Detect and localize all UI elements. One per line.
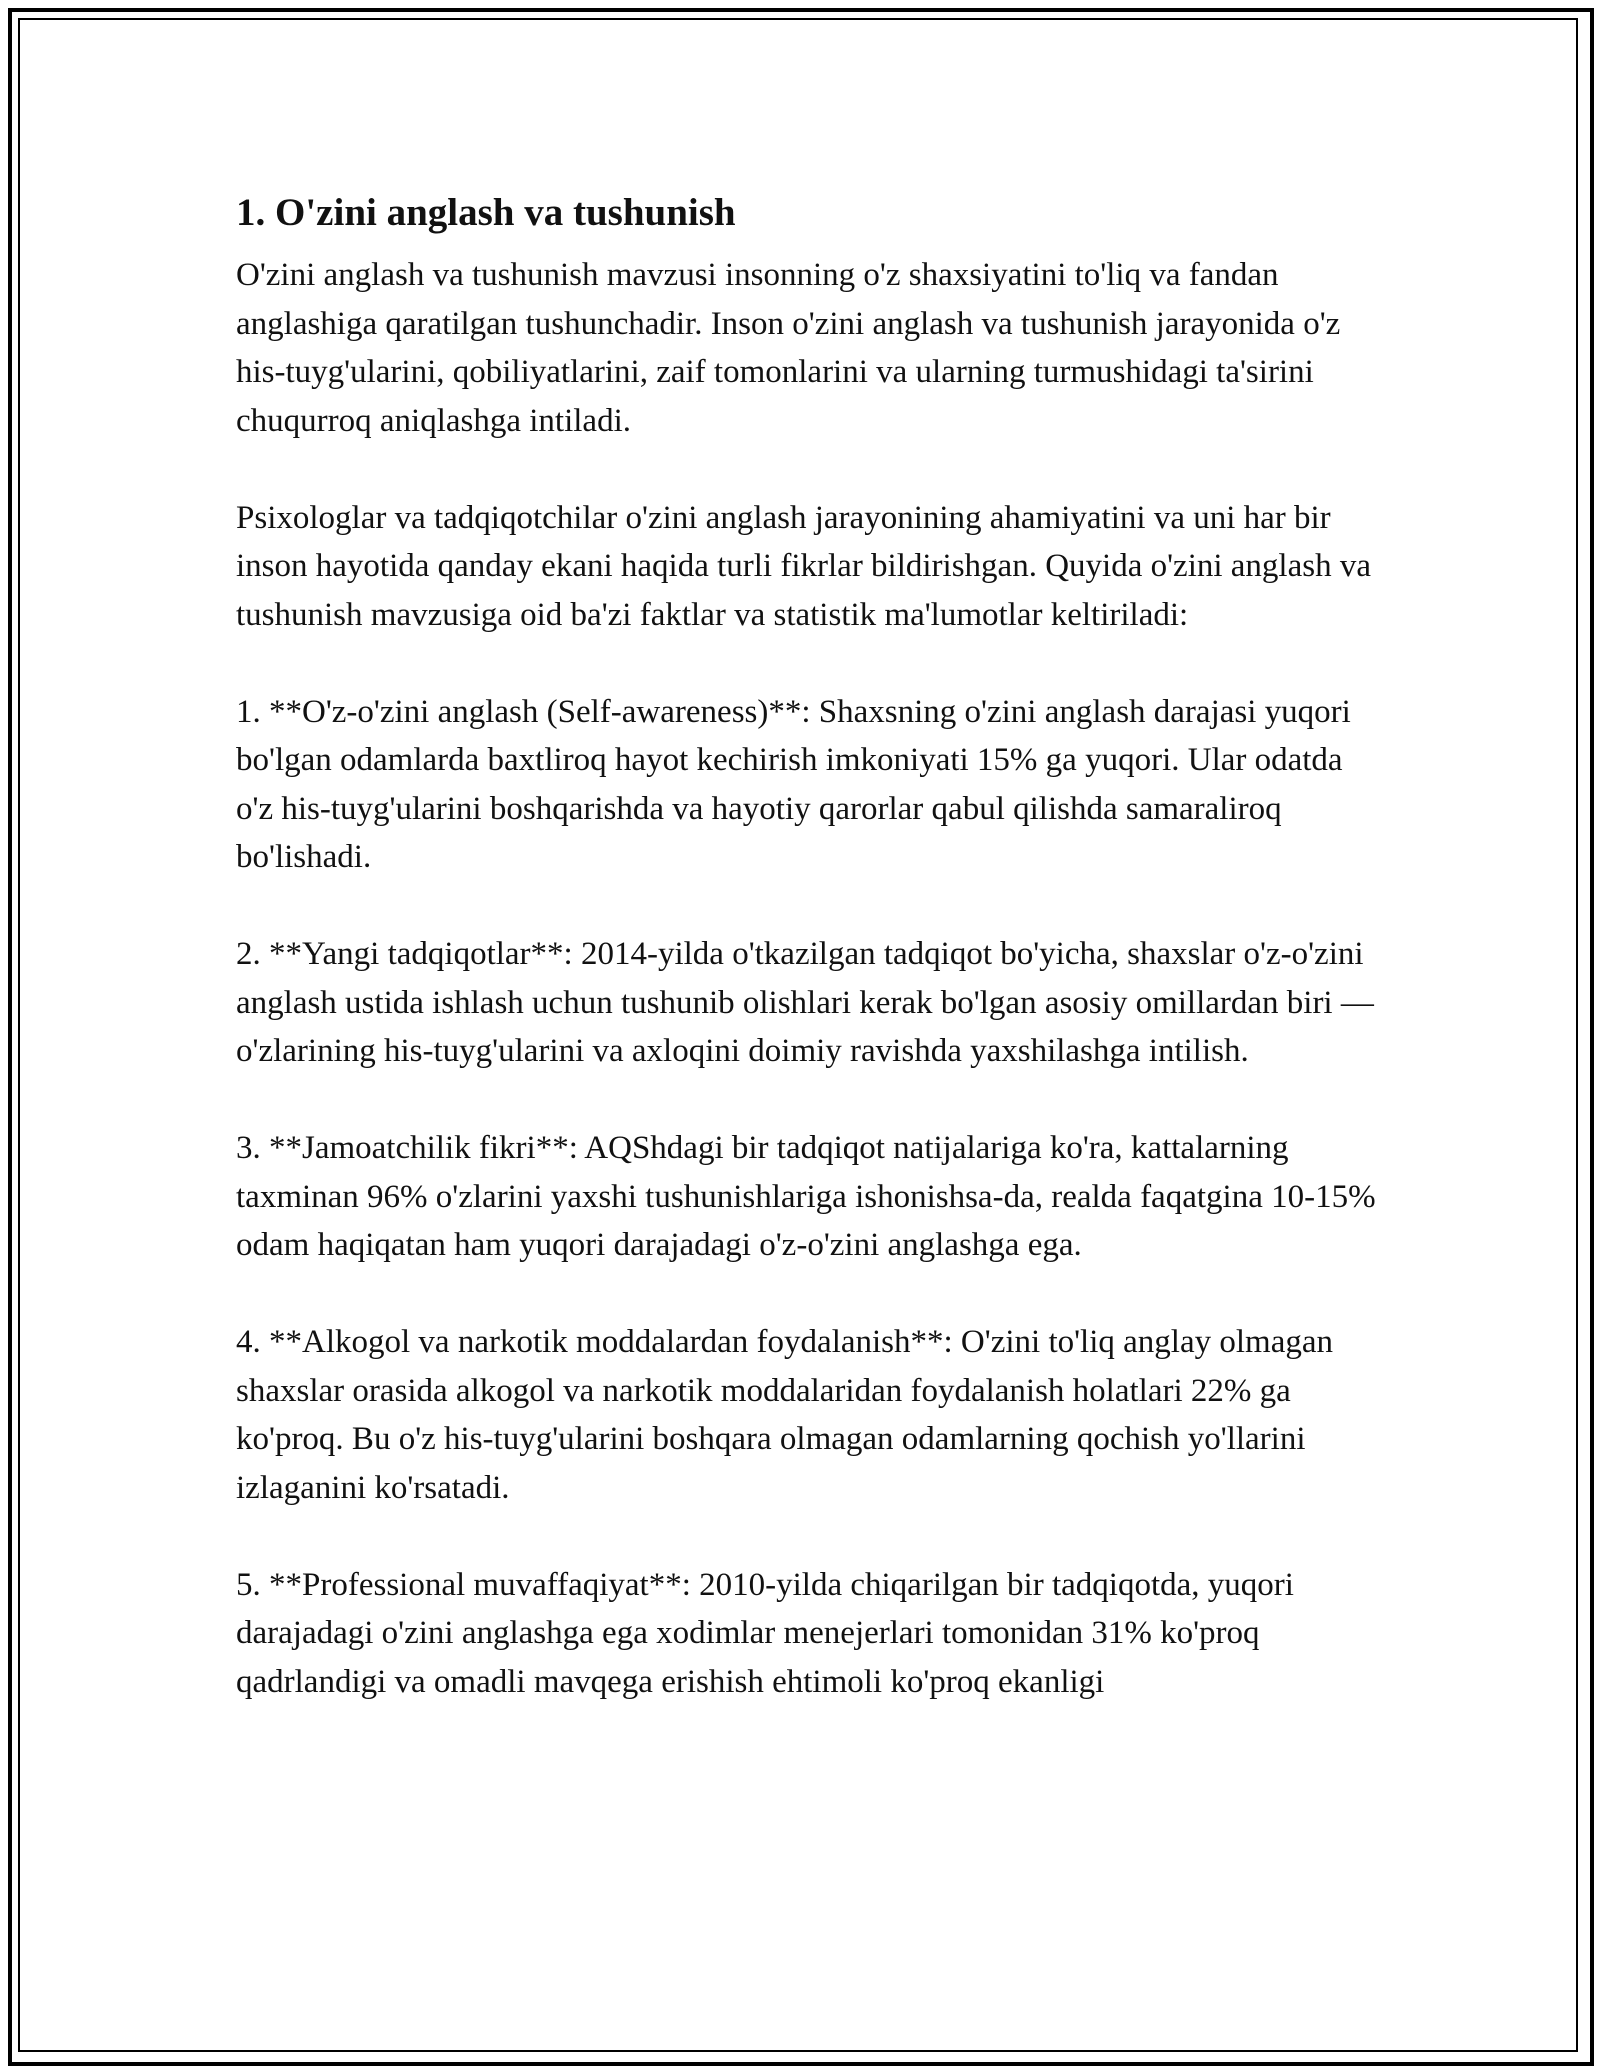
document-body xyxy=(236,185,1376,1755)
intro-paragraph: O'zini anglash va tushunish mavzusi insonning o'z shaxsiyatini to'liq va fandan anglashiga qaratilgan tushunchadir. Inson o'zini anglash va tushunish jarayonida o'z his-tuyg'ularini, qobiliyatlarini, zaif tomonlarini va ularning turmushidagi ta'sirini chuqurroq aniqlashga intiladi. xyxy=(236,257,1341,439)
section-heading: 1. O'zini anglash va tushunish xyxy=(236,191,736,234)
fact-item-3: 3. **Jamoatchilik fikri**: AQShdagi bir tadqiqot natijalariga ko'ra, kattalarning taxminan 96% o'zlarini yaxshi tushunishlariga ishonishsa-da, realda faqatgina 10-15% odam haqiqatan ham yuqori darajadagi o'z-o'zini anglashga ega. xyxy=(236,1130,1376,1263)
context-paragraph: Psixologlar va tadqiqotchilar o'zini anglash jarayonining ahamiyatini va uni har bir inson hayotida qanday ekani haqida turli fikrlar bildirishgan. Quyida o'zini anglash va tushunish mavzusiga oid ba'zi faktlar va statistik ma'lumotlar keltiriladi: xyxy=(236,499,1371,633)
fact-item-1: 1. **O'z-o'zini anglash (Self-awareness)**: Shaxsning o'zini anglash darajasi yuqori bo'lgan odamlarda baxtliroq hayot kechirish imkoniyati 15% ga yuqori. Ular odatda o'z his-tuyg'ularini boshqarishda va hayotiy qarorlar qabul qilishda samaraliroq bo'lishadi. xyxy=(236,693,1351,875)
fact-item-4: 4. **Alkogol va narkotik moddalardan foydalanish**: O'zini to'liq anglay olmagan shaxslar orasida alkogol va narkotik moddalaridan foydalanish holatlari 22% ga ko'proq. Bu o'z his-tuyg'ularini boshqara olmagan odamlarning qochish yo'llarini izlaganini ko'rsatadi. xyxy=(236,1324,1333,1506)
fact-item-2: 2. **Yangi tadqiqotlar**: 2014-yilda o'tkazilgan tadqiqot bo'yicha, shaxslar o'z-o'zini anglash ustida ishlash uchun tushunib olishlari kerak bo'lgan asosiy omillardan biri — o'zlarining his-tuyg'ularini va axloqini doimiy ravishda yaxshilashga intilish. xyxy=(236,936,1374,1069)
fact-item-5: 5. **Professional muvaffaqiyat**: 2010-yilda chiqarilgan bir tadqiqotda, yuqori darajadagi o'zini anglashga ega xodimlar menejerlari tomonidan 31% ko'proq qadrlandigi va omadli mavqega erishish ehtimoli ko'proq ekanligi xyxy=(236,1566,1294,1700)
